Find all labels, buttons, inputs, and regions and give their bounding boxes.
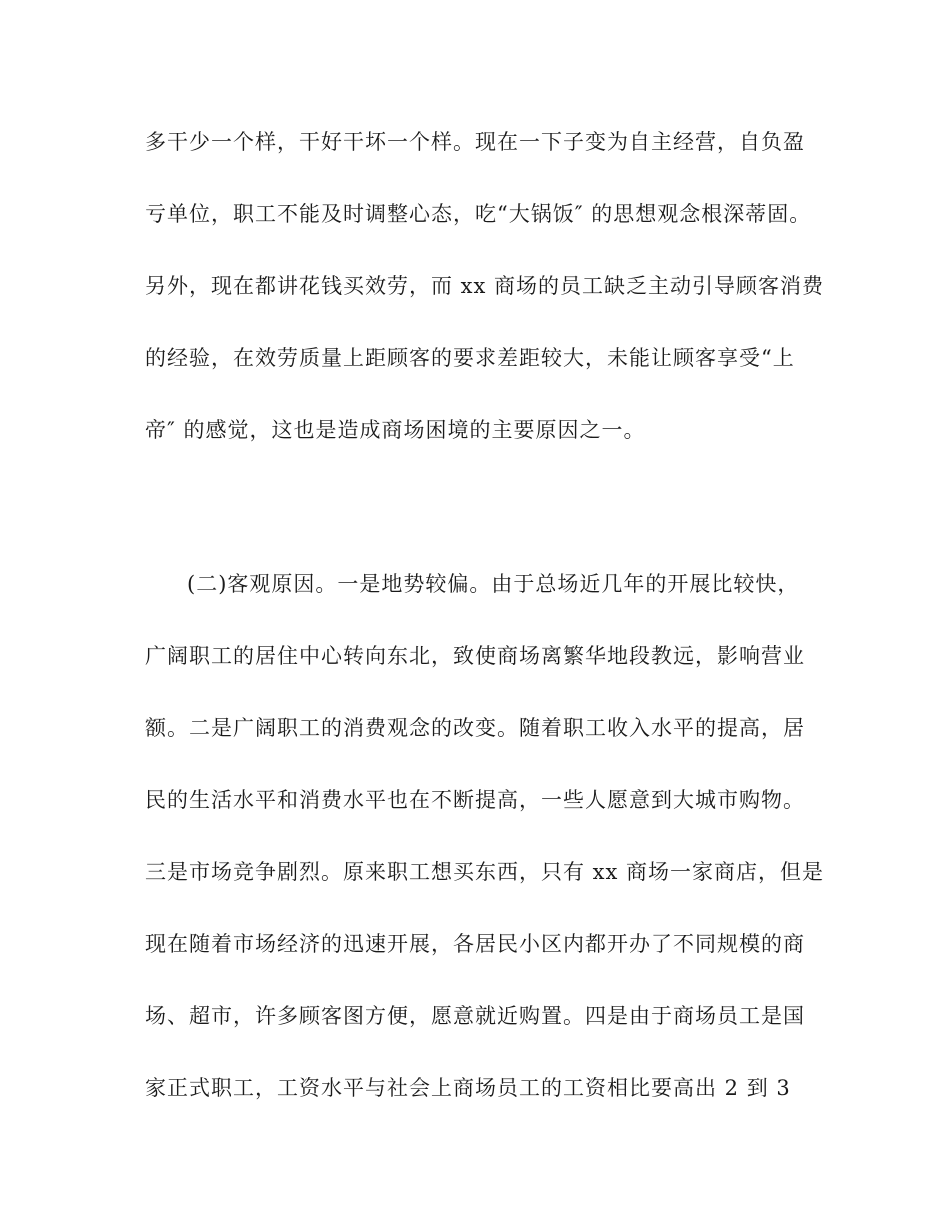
- paragraph-line: 另外，现在都讲花钱买效劳，而 xx 商场的员工缺乏主动引导顾客消费: [145, 274, 825, 298]
- paragraph-line: 帝″ 的感觉，这也是造成商场困境的主要原因之一。: [145, 418, 646, 442]
- paragraph-line: 的经验，在效劳质量上距顾客的要求差距较大，未能让顾客享受“上: [145, 346, 795, 370]
- paragraph-line: 多干少一个样，干好干坏一个样。现在一下子变为自主经营，自负盈: [145, 130, 805, 154]
- paragraph-line: 家正式职工，工资水平与社会上商场员工的工资相比要高出 2 到 3: [145, 1076, 791, 1100]
- paragraph-line: 民的生活水平和消费水平也在不断提高，一些人愿意到大城市购物。: [145, 788, 805, 812]
- paragraph-line: 现在随着市场经济的迅速开展，各居民小区内都开办了不同规模的商: [145, 932, 805, 956]
- paragraph-line: (二)客观原因。一是地势较偏。由于总场近几年的开展比较快，: [187, 572, 800, 596]
- paragraph-line: 场、超市，许多顾客图方便，愿意就近购置。四是由于商场员工是国: [145, 1004, 805, 1028]
- paragraph-line: 三是市场竞争剧烈。原来职工想买东西，只有 xx 商场一家商店，但是: [145, 860, 825, 884]
- paragraph-line: 亏单位，职工不能及时调整心态，吃“大锅饭″ 的思想观念根深蒂固。: [145, 202, 812, 226]
- paragraph-line: 广阔职工的居住中心转向东北，致使商场离繁华地段教远，影响营业: [145, 644, 805, 668]
- paragraph-line: 额。二是广阔职工的消费观念的改变。随着职工收入水平的提高，居: [145, 716, 805, 740]
